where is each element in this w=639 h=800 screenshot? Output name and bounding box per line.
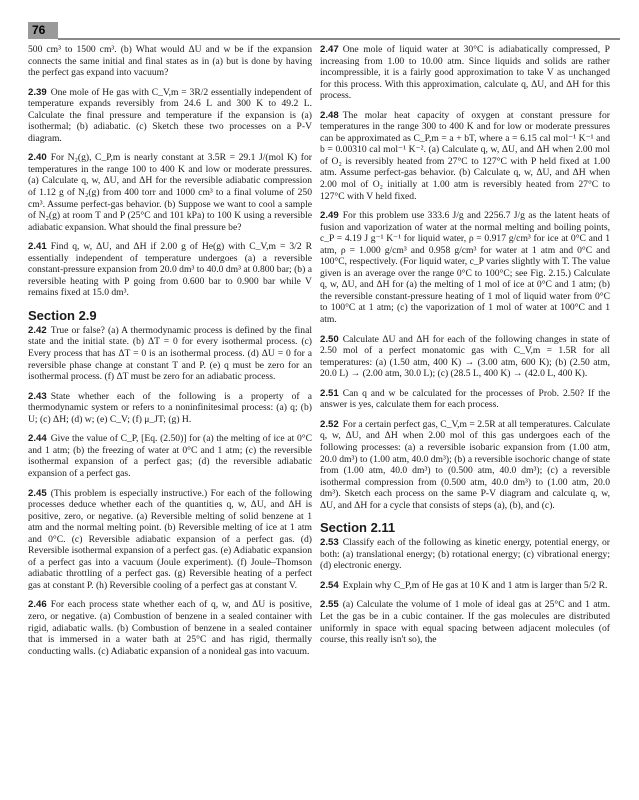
problem-text: True or false? (a) A thermodynamic process is defined by the final state and the initial state. (b) ΔT = 0 for every isothermal process. (c) Every process that has ΔT = 0 is an isothermal process. (d) ΔU = 0 for a reversible phase change at constant T and P. (e) q must be zero for an isothermal process. (f) ΔT must be zero for an adiabatic process.: [28, 324, 312, 383]
problem-number: 2.40: [28, 152, 47, 164]
problem-number: 2.45: [28, 487, 47, 499]
problem-text: Calculate ΔU and ΔH for each of the following changes in state of 2.50 mol of a perfect monatomic gas with C_V,m = 1.5R for all temperatures: (a) (1.50 atm, 400 K) → (3.00 atm, 600 K); (b) (2.50 atm, 20.0 L) → (2.00 atm, 30.0 L); (c) (28.5 L, 400 K) → (42.0 L, 400 K).: [320, 333, 610, 380]
problem-text: The molar heat capacity of oxygen at constant pressure for temperatures in the range 300 to 400 K and for low or moderate pressures can be approximated as C_P,m = a + bT, where a = 6.15 cal mol⁻¹ K⁻¹ and b = 0.00310 cal mol⁻¹ K⁻². (a) Calculate q, w, ΔU, and ΔH when 2.00 mol of O₂ is reversibly heated from 27°C to 127°C with P held fixed at 1.00 atm. Assume perfect-gas behavior. (b) Calculate q, w, ΔU, and ΔH when 2.00 mol of O₂ initially at 1.00 atm is reversibly heated from 27°C to 127°C with V held fixed.: [320, 109, 610, 202]
problem-2-48: [320, 110, 610, 202]
problem-text: Explain why C_P,m of He gas at 10 K and 1 atm is larger than 5/2 R.: [342, 579, 608, 591]
problem-2-47: [320, 44, 610, 102]
right-column: [320, 44, 610, 654]
problem-number: 2.52: [320, 418, 339, 430]
problem-2-41: [28, 241, 312, 299]
problem-2-38-continued: 500 cm³ to 1500 cm³. (b) What would ΔU and w be if the expansion connects the same initial and final states as in (a) but is done by having the perfect gas expand into vacuum?: [28, 44, 312, 79]
problem-text: State whether each of the following is a property of a thermodynamic system or refers to a noninfinitesimal process: (a) q; (b) U; (c) ΔH; (d) w; (e) C_V; (f) μ_JT; (g) H.: [28, 390, 312, 425]
problem-2-53: [320, 537, 610, 572]
left-column: [28, 44, 312, 665]
section-heading: Section 2.9: [28, 307, 97, 323]
problem-text: Find q, w, ΔU, and ΔH if 2.00 g of He(g) with C_V,m = 3/2 R essentially independent of temperature undergoes (a) a reversible constant-pressure expansion from 20.0 dm³ to 40.0 dm³ at 0.800 bar; (b) a reversible heating with P going from 0.600 bar to 0.900 bar while V remains fixed at 15.0 dm³.: [28, 241, 312, 299]
problem-number: 2.48: [320, 109, 339, 121]
problem-number: 2.47: [320, 44, 339, 55]
problem-2-46: [28, 599, 312, 657]
problem-text: Classify each of the following as kinetic energy, potential energy, or both: (a) translational energy; (b) rotational energy; (c) vibrational energy; (d) electronic energy.: [320, 537, 610, 572]
problem-2-49: [320, 210, 610, 325]
problem-number: 2.50: [320, 333, 339, 345]
problem-number: 2.46: [28, 599, 47, 611]
problem-text: Give the value of C_P, [Eq. (2.50)] for (a) the melting of ice at 0°C and 1 atm; (b) the freezing of water at 0°C and 1 atm; (c) the reversible isothermal expansion of a perfect gas; (d) the reversible adiabatic expansion of a perfect gas.: [28, 433, 312, 479]
problem-number: 2.44: [28, 433, 47, 445]
problem-number: 2.49: [320, 210, 339, 222]
page-number: 76: [28, 22, 58, 39]
problem-text: (This problem is especially instructive.) For each of the following processes deduce whether each of the quantities q, w, ΔU, and ΔH is positive, zero, or negative. (a) Reversible melting of solid benzene at 1 atm and the normal melting point. (b) Reversible melting of ice at 1 atm and 0°C. (c) Reversible adiabatic expansion of a perfect gas. (d) Reversible isothermal expansion of a perfect gas. (e) Adiabatic expansion of a perfect gas into a vacuum (Joule experiment). (f) Joule–Thomson adiabatic throttling of a perfect gas. (g) Reversible heating of a perfect gas at constant P. (h) Reversible cooling of a perfect gas at constant V.: [28, 487, 312, 591]
section-heading: Section 2.11: [320, 520, 396, 536]
problem-number: 2.42: [28, 324, 47, 336]
problem-2-50: [320, 334, 610, 380]
problem-2-42: [28, 325, 312, 383]
problem-number: 2.43: [28, 390, 47, 402]
problem-text: For N₂(g), C_P,m is nearly constant at 3.5R = 29.1 J/(mol K) for temperatures in the range 100 to 400 K and low or moderate pressures. (a) Calculate q, w, ΔU, and ΔH for the reversible adiabatic compression of 1.12 g of N₂(g) from 400 torr and 1000 cm³ to a final volume of 250 cm³. Assume perfect-gas behavior. (b) Suppose we want to cool a sample of N₂(g) at room T and P (25°C and 101 kPa) to 100 K using a reversible adiabatic expansion. What should the final pressure be?: [28, 152, 312, 233]
problem-2-51: [320, 388, 610, 411]
problem-2-43: [28, 391, 312, 426]
problem-2-54: [320, 580, 610, 592]
problem-number: 2.53: [320, 537, 339, 549]
problem-text: Can q and w be calculated for the processes of Prob. 2.50? If the answer is yes, calculate them for each process.: [320, 387, 610, 411]
problem-number: 2.39: [28, 86, 47, 98]
problem-2-55: [320, 599, 610, 645]
problem-number: 2.55: [320, 599, 339, 611]
problem-number: 2.51: [320, 387, 339, 399]
problem-text: For this problem use 333.6 J/g and 2256.7 J/g as the latent heats of fusion and vaporization of water at the normal melting and boiling points, c_P = 4.19 J g⁻¹ K⁻¹ for liquid water, ρ = 0.917 g/cm³ for ice at 0°C and 1 atm, ρ = 1.000 g/cm³ and 0.958 g/cm³ for water at 1 atm and 0°C and 100°C, respectively. (For liquid water, c_P varies slightly with T. The value given is an average over the range 0°C to 100°C; see Fig. 2.15.) Calculate q, w, ΔU, and ΔH for (a) the melting of 1 mol of ice at 0°C and 1 atm; (b) the reversible constant-pressure heating of 1 mol of liquid water from 0°C to 100°C at 1 atm; (c) the vaporization of 1 mol of water at 100°C and 1 atm.: [320, 210, 610, 326]
problem-2-44: [28, 433, 312, 479]
problem-number: 2.54: [320, 579, 339, 591]
problem-2-39: [28, 87, 312, 145]
problem-text: (a) Calculate the volume of 1 mole of ideal gas at 25°C and 1 atm. Let the gas be in a cubic container. If the gas molecules are distributed uniformly in space with equal spacing between adjacent molecules (of course, this really isn't so), the: [320, 599, 610, 646]
problem-2-52: [320, 419, 610, 511]
problem-2-45: [28, 488, 312, 592]
problem-2-40: [28, 152, 312, 233]
problem-text: For a certain perfect gas, C_V,m = 2.5R at all temperatures. Calculate q, w, ΔU, and ΔH when 2.00 mol of this gas undergoes each of the following processes: (a) a reversible isobaric expansion from (1.00 atm, 20.0 dm³) to (1.00 atm, 40.0 dm³); (b) a reversible isochoric change of state from (1.00 atm, 40.0 dm³) to (0.500 atm, 40.0 dm³); (c) a reversible isothermal compression from (0.500 atm, 40.0 dm³) to (1.00 atm, 20.0 dm³). Sketch each process on the same P-V diagram and calculate q, w, ΔU, and ΔH for a cycle that consists of steps (a), (b), and (c).: [320, 418, 610, 511]
header-rule: [58, 38, 620, 40]
problem-text: One mole of liquid water at 30°C is adiabatically compressed, P increasing from 1.00 to 10.00 atm. Since liquids and solids are rather incompressible, it is a fairly good approximation to take V as unchanged for this process. With this approximation, calculate q, ΔU, and ΔH for this process.: [320, 44, 610, 102]
problem-text: One mole of He gas with C_V,m = 3R/2 essentially independent of temperature expands reversibly from 24.6 L and 300 K to 49.2 L. Calculate the final pressure and temperature if the expansion is (a) isothermal; (b) adiabatic. (c) Sketch these two processes on a P-V diagram.: [28, 86, 312, 144]
problem-text: For each process state whether each of q, w, and ΔU is positive, zero, or negative. (a) Combustion of benzene in a sealed container with rigid, adiabatic walls. (b) Combustion of benzene in a sealed container that is immersed in a water bath at 25°C and has rigid, thermally conducting walls. (c) Adiabatic expansion of a nonideal gas into vacuum.: [28, 599, 312, 657]
problem-number: 2.41: [28, 241, 47, 253]
